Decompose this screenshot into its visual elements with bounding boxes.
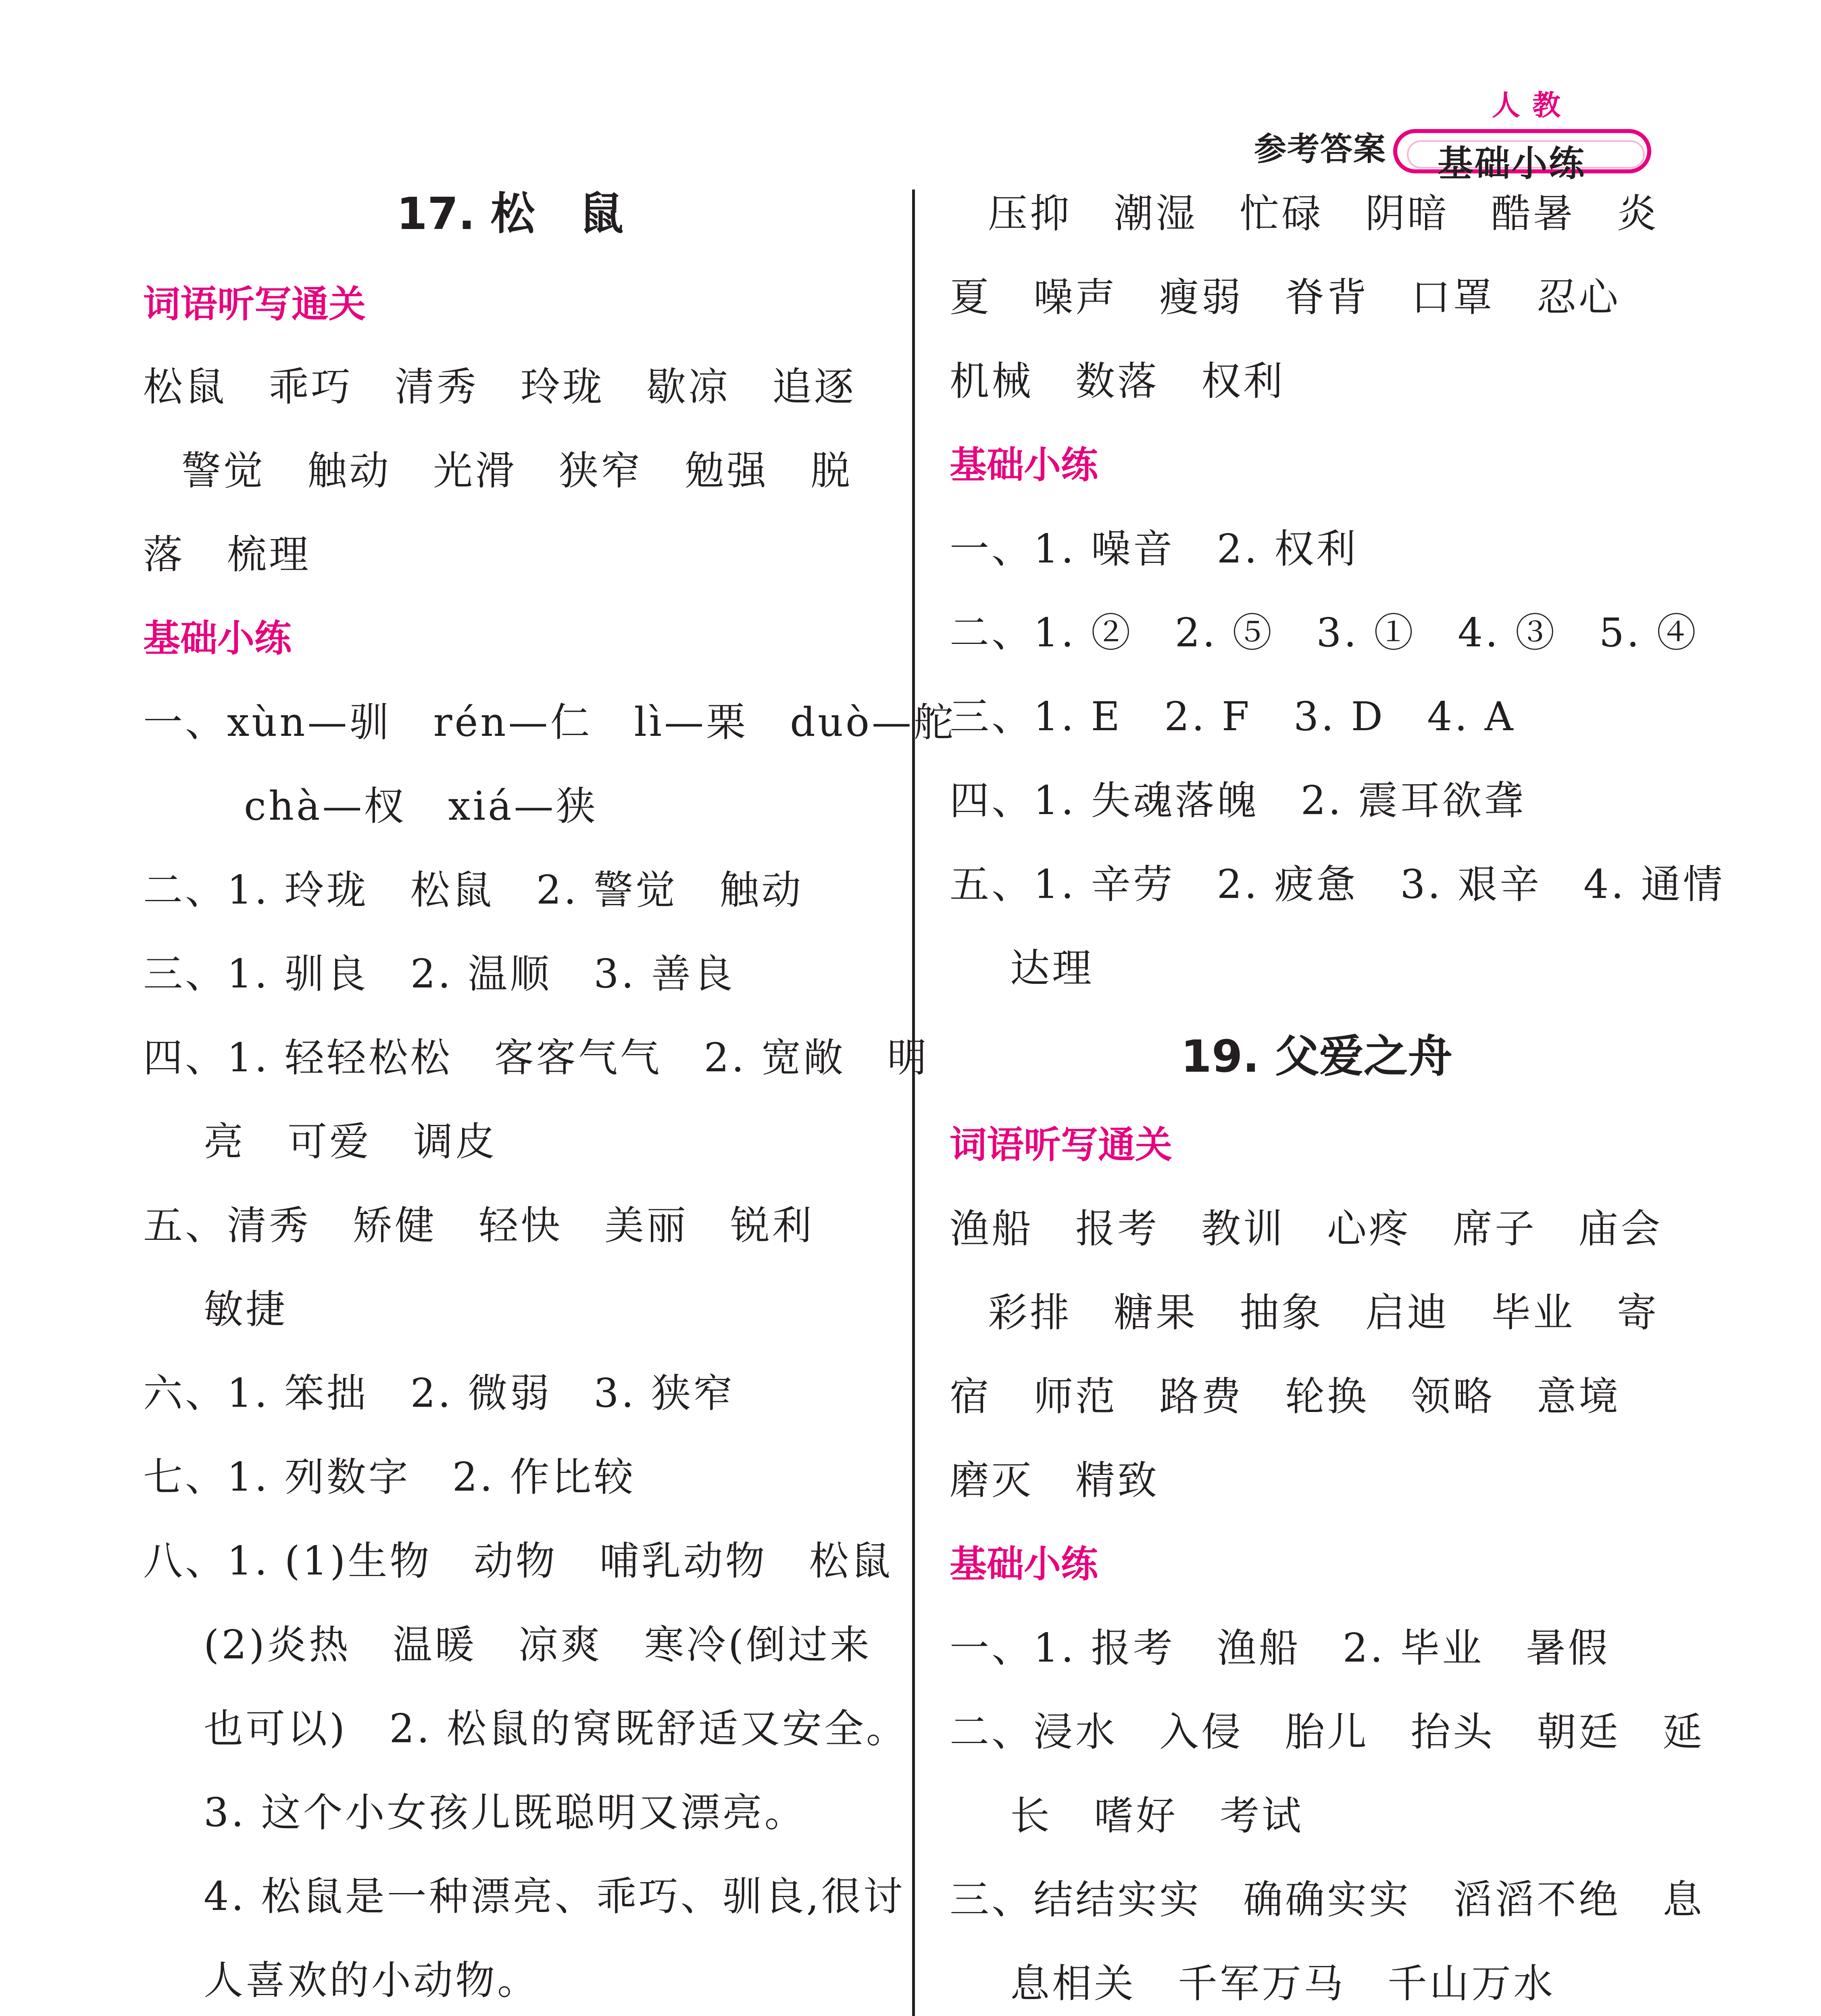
edition-label: 人教: [1492, 89, 1573, 122]
vocab-line: 机械 数落 权利: [950, 358, 1286, 404]
vocab-line: 磨灭 精致: [950, 1458, 1160, 1504]
answer-line: 三、1. 驯良 2. 温顺 3. 善良: [143, 951, 735, 997]
practice-heading: 基础小练: [950, 1543, 1098, 1586]
answer-line: 二、1. 玲珑 松鼠 2. 警觉 触动: [143, 867, 804, 913]
vocab-line: 落 梳理: [143, 532, 311, 578]
column-divider: [912, 190, 915, 2016]
answer-line: 达理: [1010, 946, 1094, 991]
answer-line: 4. 松鼠是一种漂亮、乖巧、驯良,很讨: [204, 1874, 905, 1920]
answer-line: 八、1. (1)生物 动物 哺乳动物 松鼠: [143, 1538, 893, 1584]
answer-line: (2)炎热 温暖 凉爽 寒冷(倒过来: [204, 1622, 872, 1668]
answer-line: chà—杈 xiá—狭: [244, 783, 598, 829]
answer-line: 人喜欢的小动物。: [204, 1958, 540, 2004]
answer-line: 二、浸水 入侵 胎儿 抬头 朝廷 延: [950, 1709, 1705, 1755]
vocab-line: 松鼠 乖巧 清秀 玲珑 歇凉 追逐: [143, 364, 856, 410]
vocab-line: 压抑 潮湿 忙碌 阴暗 酷暑 炎: [988, 191, 1659, 237]
answer-line: 3. 这个小女孩儿既聪明又漂亮。: [204, 1790, 806, 1836]
answer-line: 五、1. 辛劳 2. 疲惫 3. 艰辛 4. 通情: [950, 862, 1725, 908]
lesson-17-title: 17. 松 鼠: [396, 188, 624, 240]
vocab-line: 夏 噪声 瘦弱 脊背 口罩 忍心: [950, 275, 1621, 321]
answer-line: 七、1. 列数字 2. 作比较: [143, 1454, 636, 1500]
vocab-line: 警觉 触动 光滑 狭窄 勉强 脱: [181, 448, 853, 494]
answer-line: 五、清秀 矫健 轻快 美丽 锐利: [143, 1203, 815, 1249]
vocab-heading: 词语听写通关: [143, 283, 366, 326]
answer-line: 六、1. 笨拙 2. 微弱 3. 狭窄: [143, 1370, 735, 1416]
practice-heading: 基础小练: [950, 444, 1098, 487]
answer-line: 也可以) 2. 松鼠的窝既舒适又安全。: [204, 1706, 908, 1752]
series-title: 基础小练: [1438, 143, 1586, 184]
answer-line: 一、1. 报考 渔船 2. 毕业 暑假: [950, 1625, 1610, 1671]
answer-line: 四、1. 轻轻松松 客客气气 2. 宽敞 明: [143, 1035, 929, 1081]
answer-line: 三、1. E 2. F 3. D 4. A: [950, 694, 1516, 740]
lesson-19-title: 19. 父爱之舟: [1181, 1031, 1452, 1082]
answer-line: 一、1. 噪音 2. 权利: [950, 526, 1358, 572]
vocab-line: 渔船 报考 教训 心疼 席子 庙会: [950, 1206, 1663, 1252]
answer-line: 息相关 千军万马 千山万水: [1010, 1961, 1556, 2007]
answer-line: 亮 可爱 调皮: [204, 1119, 498, 1165]
answer-line: 二、1. ② 2. ⑤ 3. ① 4. ③ 5. ④: [950, 610, 1699, 656]
vocab-heading: 词语听写通关: [950, 1123, 1173, 1166]
vocab-line: 彩排 糖果 抽象 启迪 毕业 寄: [988, 1290, 1659, 1336]
answer-line: 一、xùn—驯 rén—仁 lì—栗 duò—舵: [143, 700, 956, 746]
vocab-line: 宿 师范 路费 轮换 领略 意境: [950, 1374, 1621, 1420]
answer-line: 敏捷: [204, 1287, 288, 1333]
reference-answers-label: 参考答案: [1254, 130, 1386, 168]
practice-heading: 基础小练: [143, 617, 292, 660]
answer-line: 长 嗜好 考试: [1010, 1793, 1304, 1839]
answer-line: 四、1. 失魂落魄 2. 震耳欲聋: [950, 778, 1526, 824]
answer-line: 三、结结实实 确确实实 滔滔不绝 息: [950, 1877, 1705, 1923]
series-title-badge: [1393, 117, 1659, 184]
